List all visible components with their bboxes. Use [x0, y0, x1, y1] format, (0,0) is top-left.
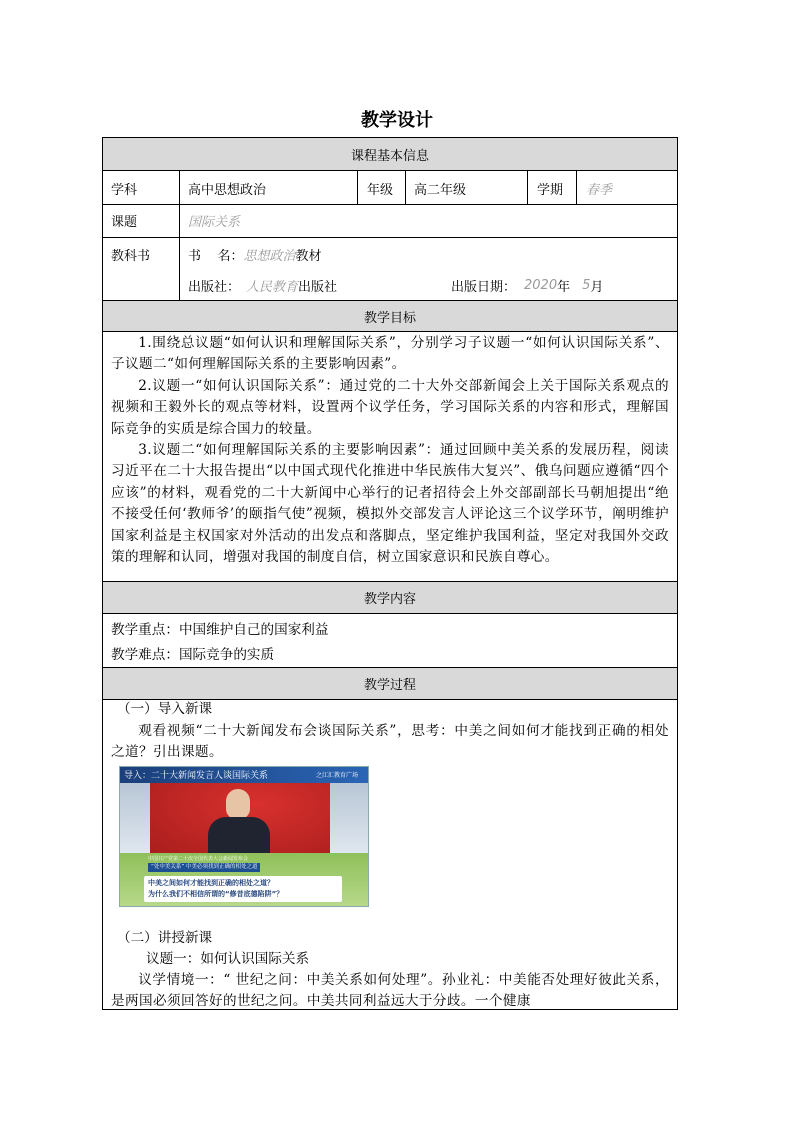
speaker-head	[226, 789, 250, 819]
video-question-2: 为什么我们不相信所谓的“修昔底德陷阱”？	[148, 890, 284, 898]
topic1-heading: 议题一：如何认识国际关系	[146, 951, 310, 967]
col-divider	[576, 171, 577, 204]
lesson-table	[102, 137, 678, 1010]
col-divider	[405, 171, 406, 204]
section-objectives: 教学目标	[103, 300, 677, 332]
speaker-body	[208, 817, 270, 857]
step2-heading: （二）讲授新课	[117, 930, 213, 946]
video-question-1: 中美之间如何才能找到正确的相处之道？	[148, 879, 274, 887]
col-divider	[527, 171, 528, 204]
section-content: 教学内容	[103, 581, 677, 614]
book-name-row	[188, 242, 322, 266]
book-name-suffix: 教材	[295, 248, 322, 264]
term-label: 学期	[537, 182, 564, 198]
objectives-text	[111, 333, 669, 568]
pubdate-year-unit: 年	[557, 279, 571, 295]
pubdate-year: 2020	[524, 277, 558, 293]
video-caption-top: 中国共产党第二十次全国代表大会新闻发布会	[148, 856, 249, 862]
grade-label: 年级	[367, 182, 394, 198]
pubdate-label: 出版日期：	[451, 279, 517, 295]
objective-item: 1.围绕总议题“如何认识和理解国际关系”，分别学习子议题一“如何认识国际关系”、子议题二“如何理解国际关系的主要影响因素”。	[111, 335, 669, 373]
step1-paragraph: 观看视频“二十大新闻发布会谈国际关系”，思考：中美之间如何才能找到正确的相处之道？引出课题。	[111, 723, 669, 761]
section-process: 教学过程	[103, 667, 677, 700]
video-banner: 导入：二十大新闻发言人谈国际关系	[124, 771, 269, 781]
video-channel: 之江汇教育广场	[316, 772, 359, 779]
objective-item: 2.议题一“如何认识国际关系”：通过党的二十大外交部新闻会上关于国际关系观点的视频和王毅外长的观点等材料，设置两个议学任务，学习国际关系的内容和形式，理解国际竞争的实质是综合国力的较量。	[111, 377, 669, 437]
book-name-value: 思想政治	[243, 248, 296, 264]
objective-item: 3.议题二“如何理解国际关系的主要影响因素”：通过回顾中美关系的发展历程，阅读习近平在二十大报告提出“以中国式现代化推进中华民族伟大复兴”、俄乌问题应遵循“四个应该”的材料，观看党的二十大新闻中心举行的记者招待会上外交部副部长马朝旭提出“绝不接受任何‘教师爷’的颐指气使”视频，模拟外交部发言人评论这三个议学环节，阐明维护国家利益是主权国家对外活动的出发点和落脚点，坚定维护我国利益，坚定对我国外交政策的理解和认同，增强对我国的制度自信，树立国家意识和民族自尊心。	[111, 442, 669, 566]
col-divider	[179, 171, 180, 300]
publisher-row	[188, 273, 337, 297]
video-caption-tag: “处中美关系” 中美必须找到正确的相处之道	[148, 863, 260, 872]
row-divider	[103, 237, 677, 238]
publisher-suffix: 出版社	[298, 279, 338, 295]
term-value: 春季	[586, 182, 613, 198]
topic-label: 课题	[111, 215, 138, 230]
subject-label: 学科	[111, 182, 138, 198]
col-divider	[357, 171, 358, 204]
topic-value: 国际关系	[188, 215, 241, 230]
textbook-label: 教科书	[111, 248, 151, 264]
subject-value: 高中思想政治	[188, 182, 267, 198]
scenario-text	[111, 970, 669, 1013]
pubdate-row	[451, 273, 603, 297]
video-screenshot	[119, 766, 369, 907]
publisher-value: 人民教育	[246, 279, 299, 295]
pubdate-month-unit: 月	[590, 279, 604, 295]
scenario-paragraph: 议学情境一：“ 世纪之问：中美关系如何处理”。孙业礼：中美能否处理好彼此关系，是两国必须回答好的世纪之问。中美共同利益远大于分歧。一个健康	[111, 972, 669, 1010]
key-point: 教学重点：中国维护自己的国家利益	[111, 622, 329, 638]
difficult-point: 教学难点：国际竞争的实质	[111, 647, 275, 663]
book-name-label: 书 名：	[188, 248, 244, 264]
publisher-label: 出版社：	[188, 279, 241, 295]
step1-text	[111, 721, 669, 764]
pubdate-month: 5	[582, 277, 591, 293]
grade-value: 高二年级	[414, 182, 467, 198]
step1-heading: （一）导入新课	[117, 701, 213, 717]
section-basic-info: 课程基本信息	[103, 137, 677, 171]
document-title: 教学设计	[361, 110, 433, 131]
